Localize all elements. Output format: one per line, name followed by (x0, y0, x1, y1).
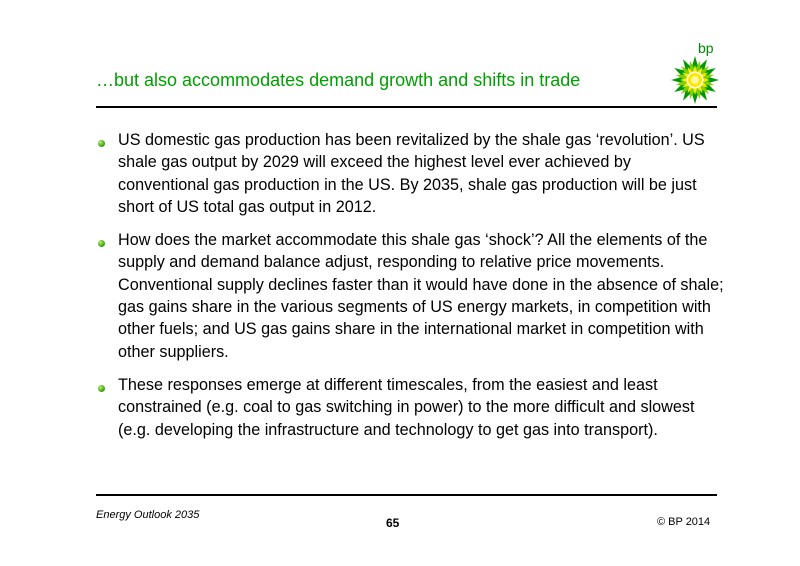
bullet-icon (98, 140, 105, 147)
bullet-list (96, 129, 726, 452)
brand-label: bp (698, 40, 714, 56)
slide-title: …but also accommodates demand growth and shifts in trade (96, 70, 581, 90)
bp-helios-logo (670, 55, 720, 105)
bullet-text: US domestic gas production has been revitalized by the shale gas ‘revolution’. US shale gas output by 2029 will exceed the highest level ever achieved by conventional gas production in the US. By 2035, shale gas production will be just short of US total gas output in 2012. (118, 131, 705, 216)
report-title: Energy Outlook 2035 (96, 509, 200, 521)
bullet-text: How does the market accommodate this shale gas ‘shock’? All the elements of the supply and demand balance adjust, responding to relative price movements. Conventional supply declines faster than it would have done in the absence of shale; gas gains share in the various segments of US energy markets, in competition with other fuels; and US gas gains share in the international market in competition with other suppliers. (118, 231, 724, 361)
page-number: 65 (386, 516, 400, 530)
footer-divider (96, 494, 717, 496)
bullet-text: These responses emerge at different timescales, from the easiest and least constrained (e.g. coal to gas switching in power) to the more difficult and slowest (e.g. developing the infrastructure and technology to get gas into transport). (118, 375, 695, 439)
bullet-icon (98, 385, 105, 392)
bullet-item (96, 129, 726, 218)
title-divider (96, 106, 717, 108)
bullet-item (96, 374, 726, 441)
copyright: © BP 2014 (657, 516, 711, 528)
bullet-icon (98, 240, 105, 247)
bullet-item (96, 229, 726, 363)
